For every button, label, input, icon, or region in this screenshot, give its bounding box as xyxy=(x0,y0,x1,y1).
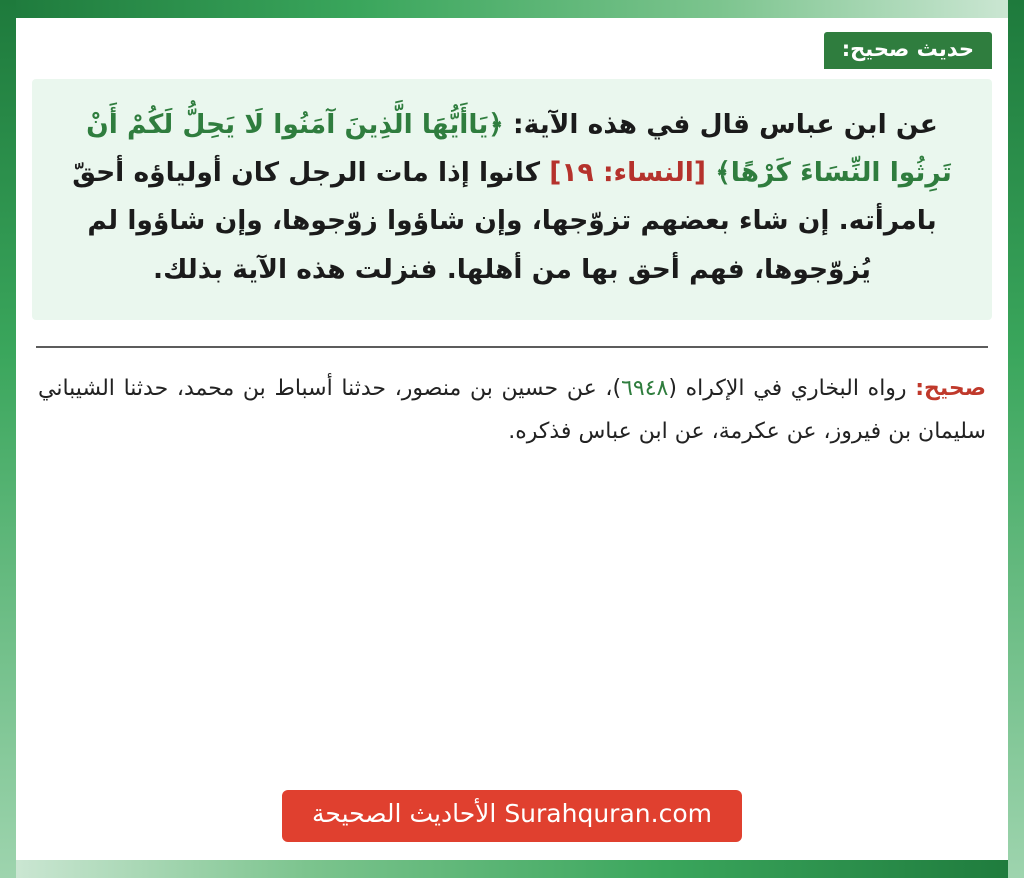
takhreej-grade-label: صحيح: xyxy=(915,375,986,401)
takhreej-source-before: رواه البخاري في الإكراه ( xyxy=(668,375,916,401)
footer xyxy=(32,790,992,860)
decorative-right-border xyxy=(1008,0,1024,878)
section-divider xyxy=(36,346,988,348)
quran-reference: [النساء: ١٩] xyxy=(540,157,716,189)
decorative-left-border xyxy=(0,0,16,878)
site-badge[interactable] xyxy=(282,790,742,842)
quran-quote: ﴿يَاأَيُّهَا الَّذِينَ آمَنُوا لَا يَحِلُّ لَكُمْ أَنْ تَرِثُوا النِّسَاءَ كَرْهًا﴾ xyxy=(86,109,952,189)
hadith-intro: عن ابن عباس قال في هذه الآية: xyxy=(503,109,938,140)
decorative-bottom-border xyxy=(0,860,1024,878)
hadith-text xyxy=(58,101,966,294)
hadith-card xyxy=(32,79,992,320)
grade-row xyxy=(32,32,992,69)
hadith-continuation: كانوا إذا مات الرجل كان أولياؤه أحقّ بامرأته. إن شاء بعضهم تزوّجها، وإن شاؤوا زوّجوها، وإن شاؤوا لم يُزوّجوها، فهم أحق بها من أهلها. فنزلت هذه الآية بذلك. xyxy=(72,157,937,285)
hadith-grade-badge: حديث صحيح: xyxy=(824,32,992,69)
decorative-top-border xyxy=(0,0,1024,18)
footer-arabic-label: الأحاديث الصحيحة xyxy=(312,799,497,829)
takhreej-text xyxy=(32,368,992,454)
takhreej-source-after: )، عن حسين بن منصور، حدثنا أسباط بن محمد، حدثنا الشيباني سليمان بن فيروز، عن عكرمة، عن ابن عباس فذكره. xyxy=(38,375,986,444)
takhreej-hadith-number: ٦٩٤٨ xyxy=(621,375,669,401)
site-url-label: Surahquran.com xyxy=(504,799,712,829)
document-page xyxy=(16,18,1008,860)
